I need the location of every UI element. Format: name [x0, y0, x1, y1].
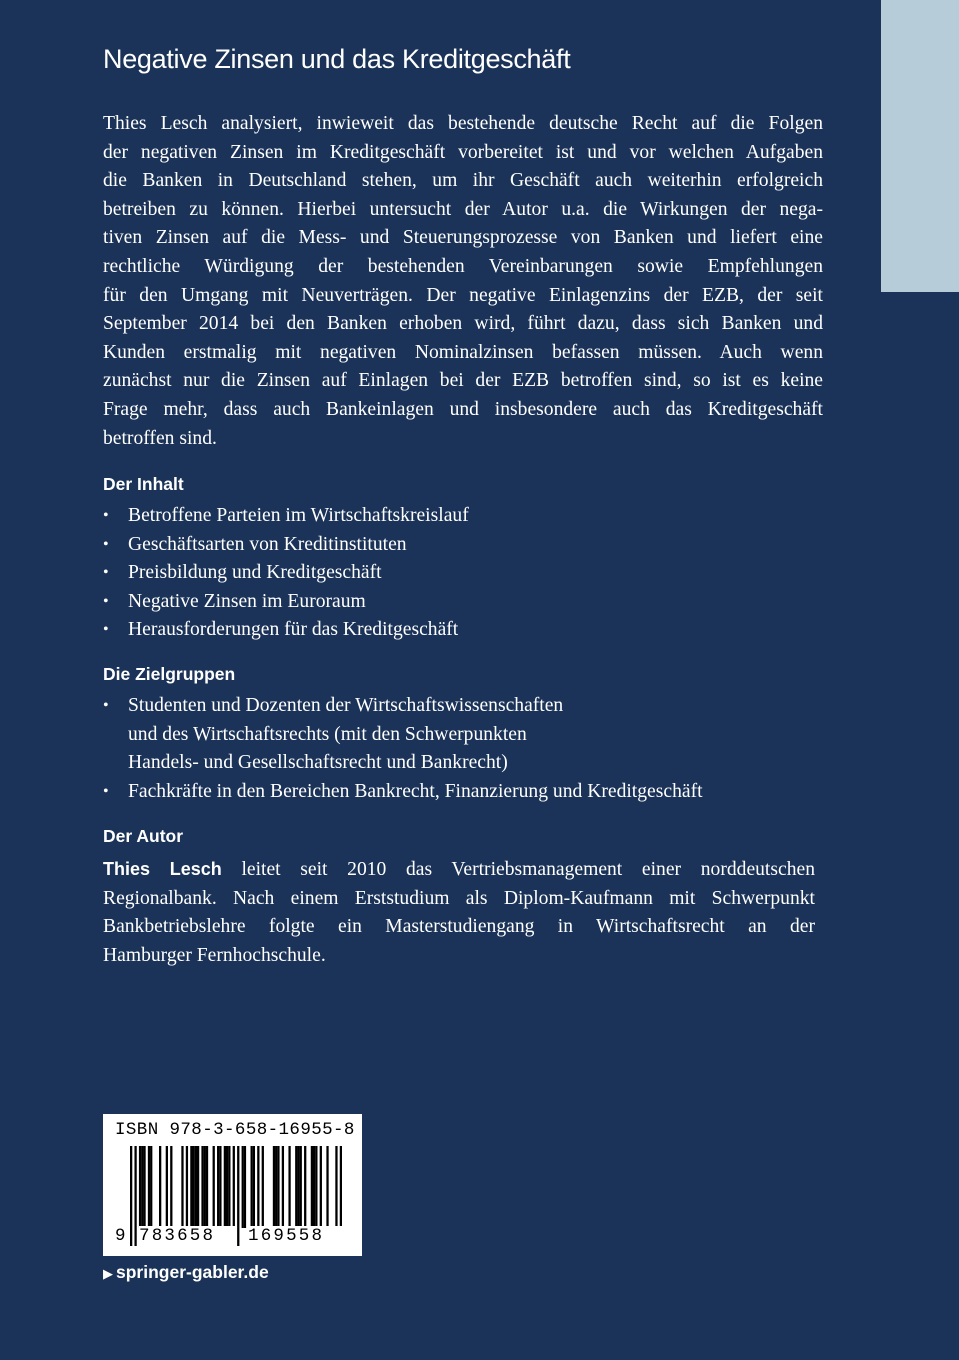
- barcode-bar: [326, 1146, 328, 1228]
- barcode-bar: [275, 1146, 277, 1228]
- list-item-text: Fachkräfte in den Bereichen Bankrecht, Finanzierung und Kreditgeschäft: [128, 780, 703, 802]
- intro-line: rechtliche Würdigung der bestehenden Vereinbarungen sowie Empfehlungen: [103, 255, 823, 277]
- barcode-bar: [190, 1146, 192, 1228]
- barcode-bar: [201, 1146, 203, 1228]
- author-bio: [103, 855, 815, 970]
- bio-text: leitet seit 2010 das Vertriebsmanagement einer norddeutschen: [221, 859, 815, 880]
- barcode-bar: [311, 1146, 313, 1228]
- barcode-bar: [181, 1146, 183, 1228]
- bullet-icon: •: [103, 592, 109, 610]
- barcode-bar: [282, 1146, 284, 1228]
- list-item: [103, 692, 843, 778]
- bullet-icon: •: [103, 621, 109, 639]
- author-name: Thies Lesch: [103, 859, 222, 879]
- barcode-bar: [277, 1146, 279, 1228]
- bullet-icon: •: [103, 507, 109, 524]
- bullet-icon: •: [103, 697, 109, 714]
- barcode-bar: [313, 1146, 315, 1228]
- barcode-bar: [141, 1146, 143, 1228]
- barcode-bar: [217, 1146, 219, 1228]
- website-text: springer-gabler.de: [116, 1262, 269, 1282]
- zielgruppen-heading: Die Zielgruppen: [103, 664, 236, 684]
- intro-line: tiven Zinsen auf die Mess- und Steuerungsprozesse von Banken und liefert eine: [103, 227, 823, 249]
- intro-line: Frage mehr, dass auch Bankeinlagen und insbesondere auch das Kreditgeschäft: [103, 398, 823, 420]
- ean-right-digits: 169558: [248, 1226, 348, 1246]
- isbn-barcode: [103, 1114, 362, 1256]
- list-item-text: Studenten und Dozenten der Wirtschaftswissenschaften: [128, 695, 564, 716]
- autor-heading: Der Autor: [103, 826, 184, 846]
- barcode-bar: [253, 1146, 255, 1228]
- barcode-bar: [143, 1146, 145, 1228]
- barcode-bar: [139, 1146, 141, 1228]
- barcode-bar: [130, 1146, 132, 1246]
- list-item-text: Preisbildung und Kreditgeschäft: [128, 562, 382, 584]
- barcode-bar: [297, 1146, 299, 1228]
- intro-line: die Banken in Deutschland stehen, um ihr Geschäft auch weiterhin erfolgreich: [103, 170, 823, 192]
- list-item-text: Geschäftsarten von Kreditinstituten: [128, 533, 407, 555]
- barcode-bar: [148, 1146, 150, 1228]
- list-item: [103, 559, 843, 588]
- barcode-bar: [257, 1146, 259, 1228]
- intro-line: Kunden erstmalig mit negativen Nominalzinsen befassen müssen. Auch wenn: [103, 341, 823, 363]
- barcode-bar: [224, 1146, 226, 1228]
- zielgruppen-list: [103, 692, 843, 806]
- bullet-icon: •: [103, 535, 109, 553]
- list-item: [103, 502, 843, 531]
- barcode-bar: [195, 1146, 197, 1228]
- barcode-bar: [251, 1146, 253, 1228]
- barcode-bar: [288, 1146, 290, 1228]
- barcode-bar: [186, 1146, 188, 1228]
- isbn-label: ISBN 978-3-658-16955-8: [115, 1120, 355, 1140]
- barcode-bar: [304, 1146, 306, 1228]
- barcode-bar: [320, 1146, 322, 1228]
- barcode-bar: [159, 1146, 161, 1228]
- barcode-bar: [213, 1146, 215, 1228]
- book-title: Negative Zinsen und das Kreditgeschäft: [103, 44, 571, 74]
- intro-line: betreiben zu können. Hierbei untersucht der Autor u.a. die Wirkungen der nega-: [103, 198, 823, 220]
- barcode-bar: [219, 1146, 221, 1228]
- intro-line: Thies Lesch analysiert, inwieweit das bestehende deutsche Recht auf die Folgen: [103, 113, 823, 134]
- intro-line: zunächst nur die Zinsen auf Einlagen bei der EZB betroffen sind, so ist es keine: [103, 370, 823, 392]
- list-item-text: Handels- und Gesellschaftsrecht und Bankrecht): [128, 752, 508, 774]
- bio-line: [103, 855, 815, 885]
- list-item: [103, 778, 843, 807]
- barcode-bar: [273, 1146, 275, 1228]
- barcode-bar: [300, 1146, 302, 1228]
- intro-line: der negativen Zinsen im Kreditgeschäft vorbereitet ist und vor welchen Aufgaben: [103, 141, 823, 163]
- right-triangle-icon: ▶: [103, 1266, 113, 1281]
- barcode-bar: [262, 1146, 264, 1228]
- barcode-bar: [242, 1146, 244, 1228]
- barcode-bar: [150, 1146, 152, 1228]
- barcode-bar: [134, 1146, 136, 1246]
- bullet-icon: •: [103, 564, 109, 582]
- barcode-bar: [226, 1146, 228, 1228]
- bio-line: Regionalbank. Nach einem Erststudium als Diplom-Kaufmann mit Schwerpunkt: [103, 887, 815, 909]
- barcode-bar: [197, 1146, 199, 1228]
- barcode-bar: [192, 1146, 194, 1228]
- list-item-text: und des Wirtschaftsrechts (mit den Schwerpunkten: [128, 723, 527, 745]
- inhalt-heading: Der Inhalt: [103, 474, 184, 494]
- publisher-website[interactable]: [103, 1262, 269, 1283]
- list-item: [103, 616, 843, 645]
- intro-line: betroffen sind.: [103, 427, 217, 449]
- barcode-bar: [206, 1146, 208, 1228]
- list-item-text: Negative Zinsen im Euroraum: [128, 590, 366, 612]
- barcode-bar: [204, 1146, 206, 1228]
- intro-line: für den Umgang mit Neuverträgen. Der negative Einlagenzins der EZB, der seit: [103, 284, 823, 306]
- barcode-bar: [315, 1146, 317, 1228]
- barcode-bar: [237, 1146, 239, 1246]
- bullet-icon: •: [103, 782, 109, 800]
- barcode-bar: [166, 1146, 168, 1228]
- bio-line: Bankbetriebslehre folgte ein Masterstudiengang in Wirtschaftsrecht an der: [103, 916, 815, 938]
- bio-line: Hamburger Fernhochschule.: [103, 944, 326, 966]
- list-item-text: Herausforderungen für das Kreditgeschäft: [128, 619, 459, 641]
- inhalt-list: [103, 502, 843, 645]
- barcode-bar: [244, 1146, 246, 1228]
- list-item: [103, 588, 843, 617]
- ean-left-digits: 783658: [139, 1226, 237, 1246]
- barcode-bar: [170, 1146, 172, 1228]
- list-item: [103, 531, 843, 560]
- ean-first-digit: 9: [115, 1226, 126, 1246]
- barcode-bar: [295, 1146, 297, 1228]
- barcode-bar: [228, 1146, 230, 1228]
- intro-paragraph: [103, 110, 823, 453]
- list-item-text: Betroffene Parteien im Wirtschaftskreislauf: [128, 505, 469, 526]
- intro-line: September 2014 bei den Banken erhoben wird, führt dazu, dass sich Banken und: [103, 313, 823, 335]
- color-tab: [881, 0, 959, 292]
